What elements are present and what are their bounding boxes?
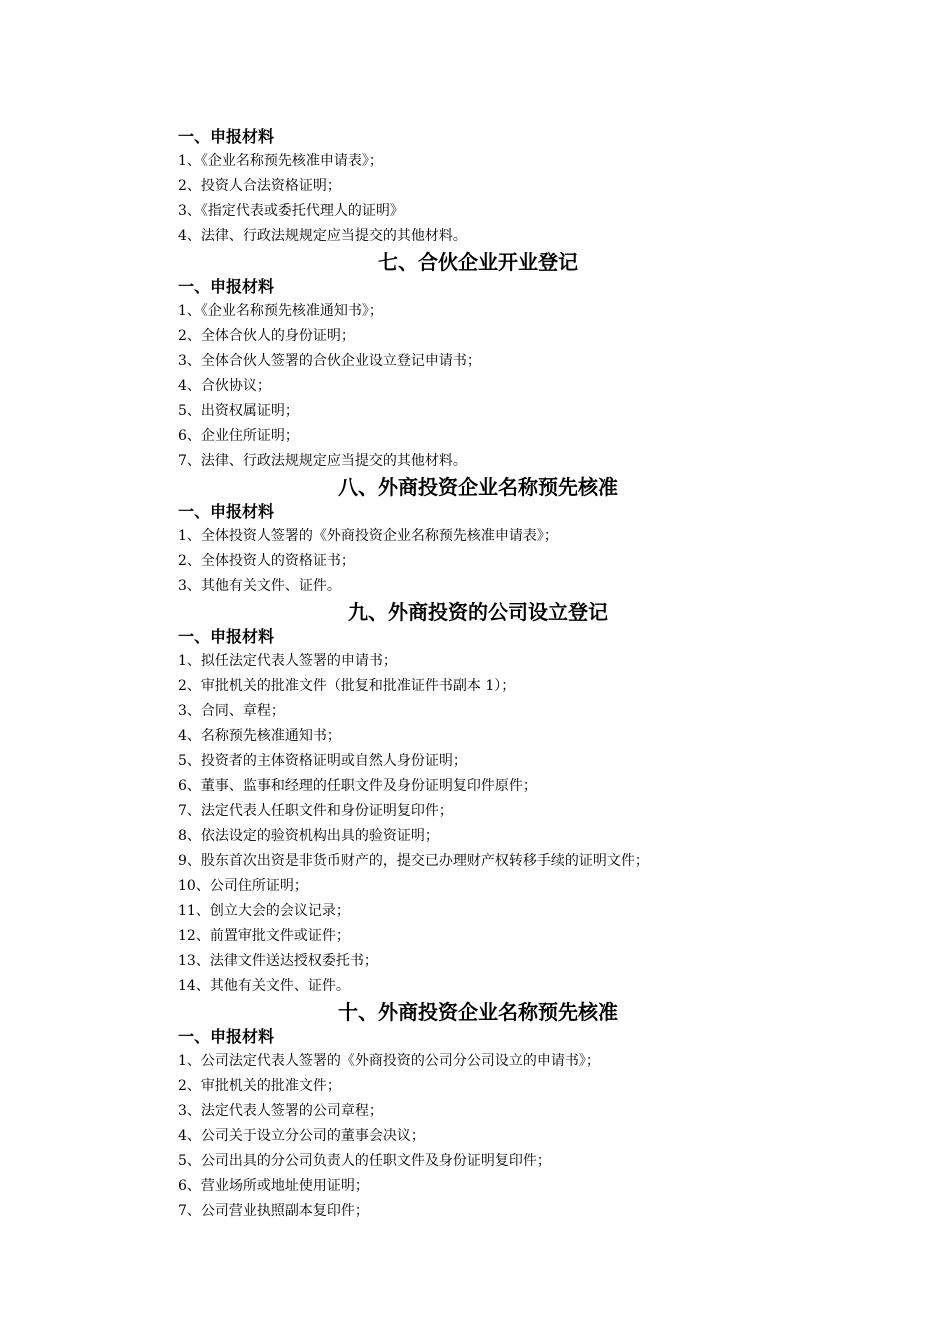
list-item: 1、拟任法定代表人签署的申请书； <box>178 653 397 669</box>
list-item: 1、《企业名称预先核准通知书》； <box>178 303 383 319</box>
list-item: 4、公司关于设立分公司的董事会决议； <box>178 1128 425 1144</box>
list-item: 10、公司住所证明； <box>178 878 308 894</box>
list-item: 3、《指定代表或委托代理人的证明》 <box>178 203 404 219</box>
list-item: 5、投资者的主体资格证明或自然人身份证明； <box>178 753 467 769</box>
list-item: 5、出资权属证明； <box>178 403 299 419</box>
list-item: 1、全体投资人签署的《外商投资企业名称预先核准申请表》； <box>178 528 558 544</box>
document-page <box>178 125 778 1224</box>
list-item: 3、合同、章程； <box>178 703 285 719</box>
subheading: 一、申报材料 <box>178 627 275 646</box>
section-title: 九、外商投资的公司设立登记 <box>348 600 608 624</box>
list-item: 2、全体投资人的资格证书； <box>178 553 355 569</box>
list-item: 5、公司出具的分公司负责人的任职文件及身份证明复印件； <box>178 1153 551 1169</box>
list-item: 9、股东首次出资是非货币财产的，提交已办理财产权转移手续的证明文件； <box>178 853 649 869</box>
list-item: 1、公司法定代表人签署的《外商投资的公司分公司设立的申请书》； <box>178 1053 600 1069</box>
list-item: 3、全体合伙人签署的合伙企业设立登记申请书； <box>178 353 481 369</box>
list-item: 11、创立大会的会议记录； <box>178 903 350 919</box>
list-item: 6、董事、监事和经理的任职文件及身份证明复印件原件； <box>178 778 537 794</box>
subheading: 一、申报材料 <box>178 502 275 521</box>
list-item: 14、其他有关文件、证件。 <box>178 978 350 994</box>
list-item: 4、法律、行政法规规定应当提交的其他材料。 <box>178 228 467 244</box>
list-item: 12、前置审批文件或证件； <box>178 928 350 944</box>
section-title: 八、外商投资企业名称预先核准 <box>338 475 618 499</box>
list-item: 7、法律、行政法规规定应当提交的其他材料。 <box>178 453 467 469</box>
subheading: 一、申报材料 <box>178 277 275 296</box>
section-title: 七、合伙企业开业登记 <box>378 250 578 274</box>
list-item: 6、企业住所证明； <box>178 428 299 444</box>
section-title: 十、外商投资企业名称预先核准 <box>338 1000 618 1024</box>
list-item: 3、法定代表人签署的公司章程； <box>178 1103 383 1119</box>
list-item: 2、全体合伙人的身份证明； <box>178 328 355 344</box>
subheading: 一、申报材料 <box>178 127 275 146</box>
list-item: 7、公司营业执照副本复印件； <box>178 1203 369 1219</box>
list-item: 8、依法设定的验资机构出具的验资证明； <box>178 828 439 844</box>
list-item: 2、审批机关的批准文件（批复和批准证件书副本 1）； <box>178 678 516 694</box>
list-item: 7、法定代表人任职文件和身份证明复印件； <box>178 803 453 819</box>
list-item: 13、法律文件送达授权委托书； <box>178 953 378 969</box>
list-item: 3、其他有关文件、证件。 <box>178 578 341 594</box>
list-item: 2、审批机关的批准文件； <box>178 1078 341 1094</box>
list-item: 2、投资人合法资格证明； <box>178 178 341 194</box>
subheading: 一、申报材料 <box>178 1027 275 1046</box>
list-item: 1、《企业名称预先核准申请表》； <box>178 153 383 169</box>
list-item: 6、营业场所或地址使用证明； <box>178 1178 369 1194</box>
list-item: 4、名称预先核准通知书； <box>178 728 341 744</box>
list-item: 4、合伙协议； <box>178 378 271 394</box>
